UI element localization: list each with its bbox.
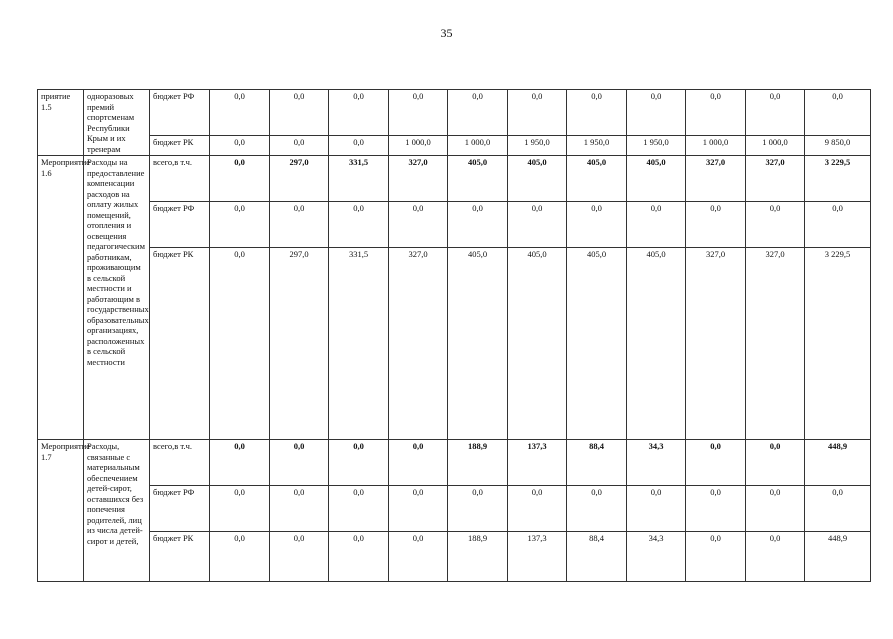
funding-source: бюджет РК — [150, 136, 210, 156]
year-value: 34,3 — [627, 440, 686, 486]
measure-name: одноразовых премий спортсменам Республики Крым и их тренерам — [84, 90, 150, 156]
year-value: 0,0 — [746, 532, 805, 582]
year-value: 1 950,0 — [627, 136, 686, 156]
year-value: 188,9 — [448, 440, 508, 486]
year-value: 0,0 — [270, 90, 329, 136]
year-value: 1 000,0 — [448, 136, 508, 156]
year-value: 0,0 — [329, 90, 389, 136]
year-value: 0,0 — [746, 440, 805, 486]
year-value: 88,4 — [567, 440, 627, 486]
year-value: 0,0 — [210, 202, 270, 248]
total-value: 3 229,5 — [805, 248, 871, 440]
year-value: 405,0 — [508, 248, 567, 440]
year-value: 137,3 — [508, 532, 567, 582]
year-value: 0,0 — [508, 486, 567, 532]
year-value: 1 950,0 — [508, 136, 567, 156]
year-value: 0,0 — [210, 90, 270, 136]
year-value: 331,5 — [329, 248, 389, 440]
total-value: 9 850,0 — [805, 136, 871, 156]
measure-name: Расходы, связанные с материальным обеспечением детей-сирот, оставшихся без попечения родителей, лиц из числа детей-сирот и детей, — [84, 440, 150, 582]
total-value: 0,0 — [805, 486, 871, 532]
year-value: 0,0 — [270, 202, 329, 248]
table-row — [38, 440, 871, 486]
year-value: 0,0 — [329, 136, 389, 156]
year-value: 405,0 — [567, 248, 627, 440]
year-value: 405,0 — [627, 156, 686, 202]
measure-code: приятие 1.5 — [38, 90, 84, 156]
year-value: 0,0 — [508, 202, 567, 248]
year-value: 1 950,0 — [567, 136, 627, 156]
funding-source: всего,в т.ч. — [150, 156, 210, 202]
year-value: 0,0 — [567, 202, 627, 248]
year-value: 0,0 — [329, 486, 389, 532]
year-value: 0,0 — [389, 90, 448, 136]
year-value: 34,3 — [627, 532, 686, 582]
year-value: 0,0 — [270, 440, 329, 486]
year-value: 0,0 — [210, 156, 270, 202]
funding-source: бюджет РФ — [150, 486, 210, 532]
year-value: 0,0 — [389, 532, 448, 582]
table-row — [38, 248, 871, 440]
total-value: 448,9 — [805, 440, 871, 486]
year-value: 327,0 — [389, 248, 448, 440]
budget-table — [37, 89, 871, 582]
year-value: 0,0 — [448, 486, 508, 532]
table-row — [38, 486, 871, 532]
year-value: 0,0 — [627, 202, 686, 248]
measure-code: Мероприятие 1.7 — [38, 440, 84, 582]
year-value: 0,0 — [686, 440, 746, 486]
year-value: 0,0 — [686, 202, 746, 248]
year-value: 137,3 — [508, 440, 567, 486]
table-row — [38, 532, 871, 582]
year-value: 327,0 — [389, 156, 448, 202]
year-value: 0,0 — [746, 202, 805, 248]
year-value: 327,0 — [746, 156, 805, 202]
year-value: 327,0 — [686, 248, 746, 440]
year-value: 0,0 — [329, 202, 389, 248]
year-value: 0,0 — [746, 90, 805, 136]
table-row — [38, 136, 871, 156]
year-value: 0,0 — [210, 532, 270, 582]
total-value: 448,9 — [805, 532, 871, 582]
year-value: 405,0 — [448, 248, 508, 440]
year-value: 0,0 — [270, 486, 329, 532]
year-value: 0,0 — [448, 202, 508, 248]
total-value: 0,0 — [805, 90, 871, 136]
year-value: 88,4 — [567, 532, 627, 582]
table-row — [38, 90, 871, 136]
year-value: 1 000,0 — [686, 136, 746, 156]
year-value: 297,0 — [270, 248, 329, 440]
year-value: 0,0 — [686, 90, 746, 136]
year-value: 0,0 — [210, 136, 270, 156]
year-value: 405,0 — [627, 248, 686, 440]
year-value: 0,0 — [389, 486, 448, 532]
funding-source: бюджет РФ — [150, 202, 210, 248]
measure-code: Мероприятие 1.6 — [38, 156, 84, 440]
table-row — [38, 156, 871, 202]
year-value: 0,0 — [210, 440, 270, 486]
year-value: 0,0 — [508, 90, 567, 136]
measure-name: Расходы на предоставление компенсации расходов на оплату жилых помещений, отопления и освещения педагогическим работникам, проживающим в сельской местности и работающим в государственных образовательных организациях, расположенных в сельской местности — [84, 156, 150, 440]
funding-source: бюджет РК — [150, 532, 210, 582]
year-value: 188,9 — [448, 532, 508, 582]
year-value: 0,0 — [329, 532, 389, 582]
year-value: 0,0 — [389, 202, 448, 248]
total-value: 3 229,5 — [805, 156, 871, 202]
year-value: 327,0 — [686, 156, 746, 202]
year-value: 0,0 — [627, 486, 686, 532]
year-value: 0,0 — [210, 248, 270, 440]
year-value: 0,0 — [567, 486, 627, 532]
year-value: 0,0 — [567, 90, 627, 136]
year-value: 0,0 — [448, 90, 508, 136]
year-value: 405,0 — [448, 156, 508, 202]
year-value: 0,0 — [389, 440, 448, 486]
year-value: 0,0 — [210, 486, 270, 532]
table-row — [38, 202, 871, 248]
page-number: 35 — [440, 26, 453, 40]
year-value: 297,0 — [270, 156, 329, 202]
year-value: 1 000,0 — [389, 136, 448, 156]
year-value: 1 000,0 — [746, 136, 805, 156]
year-value: 405,0 — [567, 156, 627, 202]
funding-source: бюджет РК — [150, 248, 210, 440]
year-value: 327,0 — [746, 248, 805, 440]
year-value: 0,0 — [686, 486, 746, 532]
year-value: 0,0 — [627, 90, 686, 136]
funding-source: всего,в т.ч. — [150, 440, 210, 486]
year-value: 0,0 — [329, 440, 389, 486]
total-value: 0,0 — [805, 202, 871, 248]
year-value: 0,0 — [270, 532, 329, 582]
year-value: 405,0 — [508, 156, 567, 202]
funding-source: бюджет РФ — [150, 90, 210, 136]
year-value: 0,0 — [686, 532, 746, 582]
year-value: 0,0 — [746, 486, 805, 532]
year-value: 331,5 — [329, 156, 389, 202]
year-value: 0,0 — [270, 136, 329, 156]
